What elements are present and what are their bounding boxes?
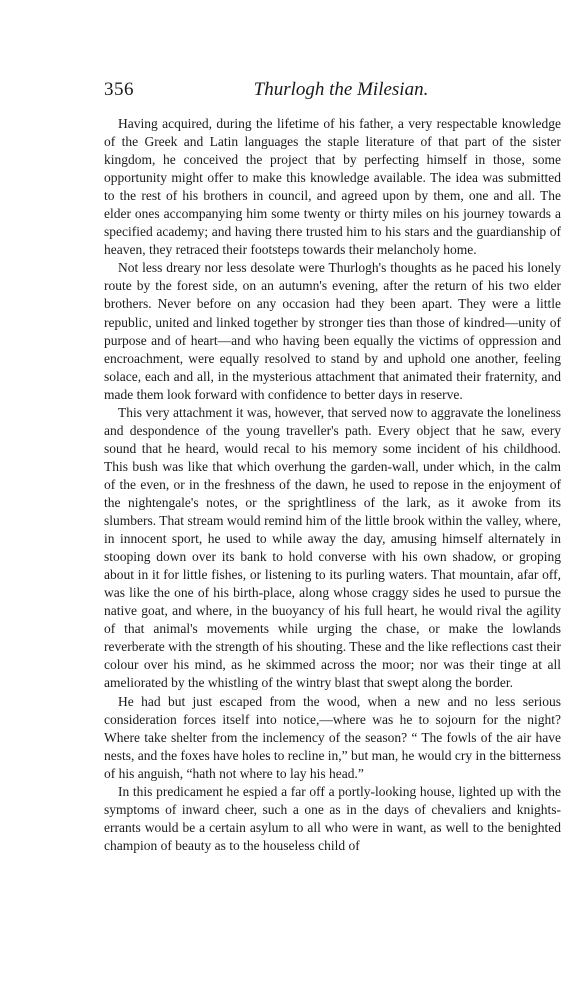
paragraph: Having acquired, during the lifetime of his father, a very respectable knowledge of the Greek and Latin languages the staple literature of that part of the sister kingdom, he conceived the project that by perfecting himself in those, some opportunity might offer to make this knowledge available. The idea was submitted to the rest of his brothers in council, and agreed upon by them, one and all. The elder ones accompanying him some twenty or thirty miles on his journey towards a specified academy; and having there trusted him to his stars and the guardianship of heaven, they retraced their footsteps towards their melancholy home. [104,116,561,258]
body-text [104,115,561,855]
page-number: 356 [104,79,134,100]
paragraph: Not less dreary nor less desolate were Thurlogh's thoughts as he paced his lonely route by the forest side, on an autumn's evening, after the return of his two elder brothers. Never before on any occasion had they been apart. They were a little republic, united and linked together by stronger ties than those of kindred—unity of purpose and of heart—and who having been equally the victims of oppression and encroachment, were equally resolved to stand by and uphold one another, feeling solace, each and all, in the mysterious attachment that animated their fraternity, and made them look forward with confidence to better days in reserve. [104,260,561,402]
page-header [104,79,548,103]
paragraph: In this predicament he espied a far off a portly-looking house, lighted up with the symptoms of inward cheer, such a one as in the days of chevaliers and knights-errants would be a certain asylum to all who were in want, as well to the benighted champion of beauty as to the houseless child of [104,783,561,853]
running-title: Thurlogh the Milesian. [253,79,429,100]
paragraph: He had but just escaped from the wood, when a new and no less serious consideration forces itself into notice,—where was he to sojourn for the night? Where take shelter from the inclemency of the season? “ The fowls of the air have nests, and the foxes have holes to recline in,” but man, he would cry in the bitterness of his anguish, “hath not where to lay his head.” [104,693,562,781]
paragraph: This very attachment it was, however, that served now to aggravate the loneliness and despondence of the young traveller's path. Every object that he saw, every sound that he heard, would recal to his memory some incident of his childhood. This bush was like that which overhung the garden-wall, under which, in the calm of the even, or in the freshness of the dawn, he used to repose in the enjoyment of the nightengale's notes, or the sprightliness of the lark, as it awoke from its slumbers. That stream would remind him of the little brook within the valley, where, in innocent sport, he used to while away the day, amusing himself alternately in stooping down over its bank to hold converse with his own shadow, or groping about in it for little fishes, or listening to its purling waters. That mountain, afar off, was like the one of his birth-place, along whose craggy sides he used to pursue the native goat, and where, in the buoyancy of his full heart, he would rival the agility of that animal's movements while urging the chase, or make the lowlands reverberate with the strength of his shouting. These and the like reflections cast their colour over his mind, as he skimmed across the moor; nor was their tinge at all ameliorated by the whistling of the wintry blast that swept along the border. [104,404,561,691]
